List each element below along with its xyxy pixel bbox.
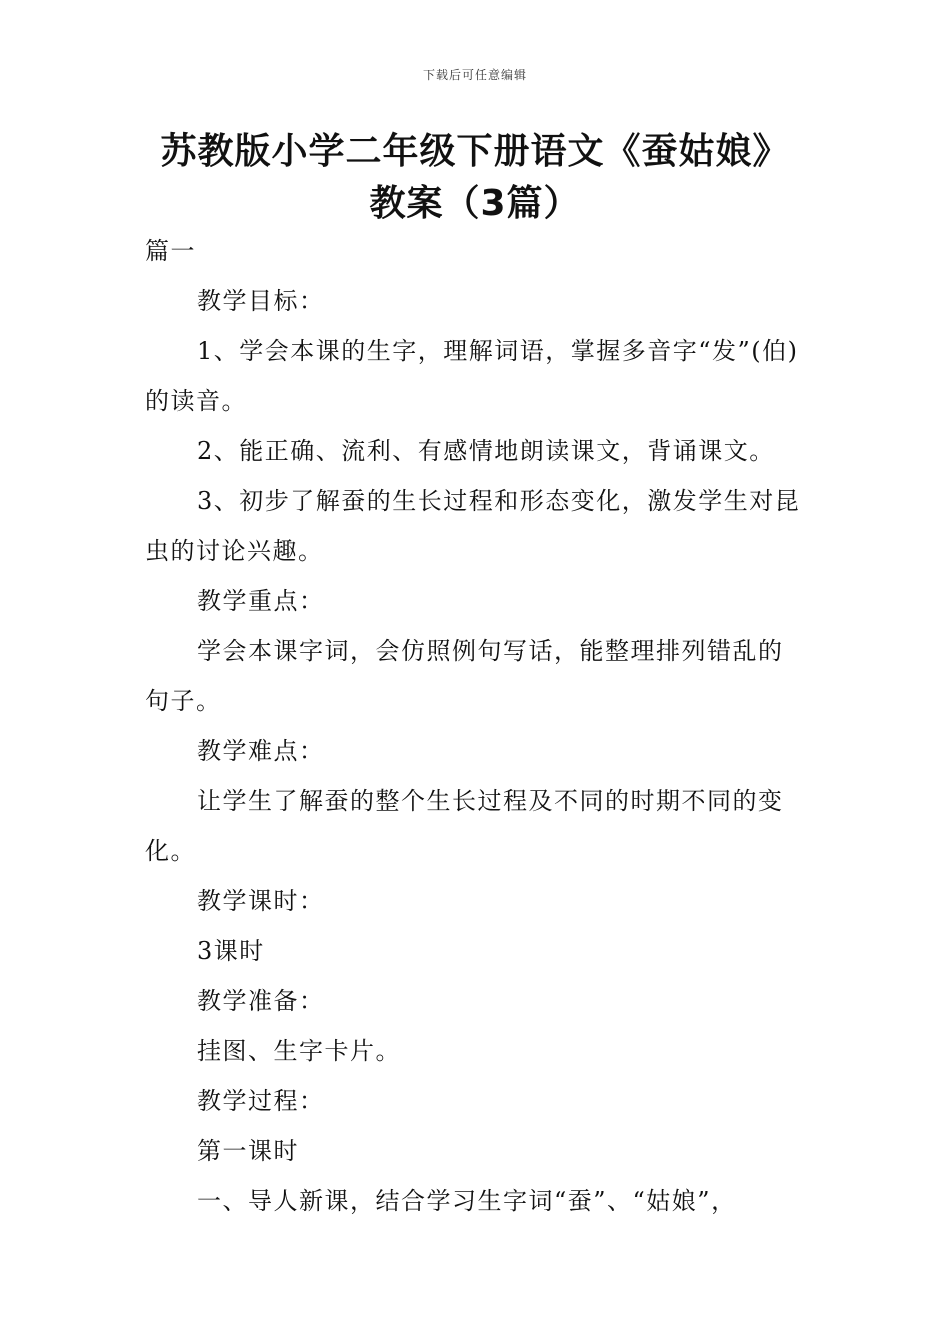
document-title: 苏教版小学二年级下册语文《蚕姑娘》教案（3篇） xyxy=(160,131,790,224)
paragraph: 1、学会本课的生字，理解词语，掌握多音字“发”(伯)的读音。 xyxy=(145,337,799,415)
paragraph: 2、能正确、流利、有感情地朗读课文，背诵课文。 xyxy=(197,437,775,465)
paragraph: 第一课时 xyxy=(197,1137,299,1165)
paragraph: 教学目标： xyxy=(197,287,325,315)
document-body xyxy=(145,226,807,1226)
paragraph: 教学重点： xyxy=(197,587,325,615)
paragraph: 一、导人新课，结合学习生字词“蚕”、“姑娘”， xyxy=(197,1187,737,1215)
paragraph: 教学过程： xyxy=(197,1087,325,1115)
section-heading: 篇一 xyxy=(145,237,196,265)
paragraph: 教学难点： xyxy=(197,737,325,765)
paragraph: 3课时 xyxy=(197,937,265,965)
paragraph: 学会本课字词，会仿照例句写话，能整理排列错乱的句子。 xyxy=(145,637,784,715)
paragraph: 3、初步了解蚕的生长过程和形态变化，激发学生对昆虫的讨论兴趣。 xyxy=(145,487,801,565)
paragraph: 教学准备： xyxy=(197,987,325,1015)
header-note: 下载后可任意编辑 xyxy=(422,68,527,82)
paragraph: 挂图、生字卡片。 xyxy=(197,1037,401,1065)
paragraph: 让学生了解蚕的整个生长过程及不同的时期不同的变化。 xyxy=(145,787,784,865)
paragraph: 教学课时： xyxy=(197,887,325,915)
